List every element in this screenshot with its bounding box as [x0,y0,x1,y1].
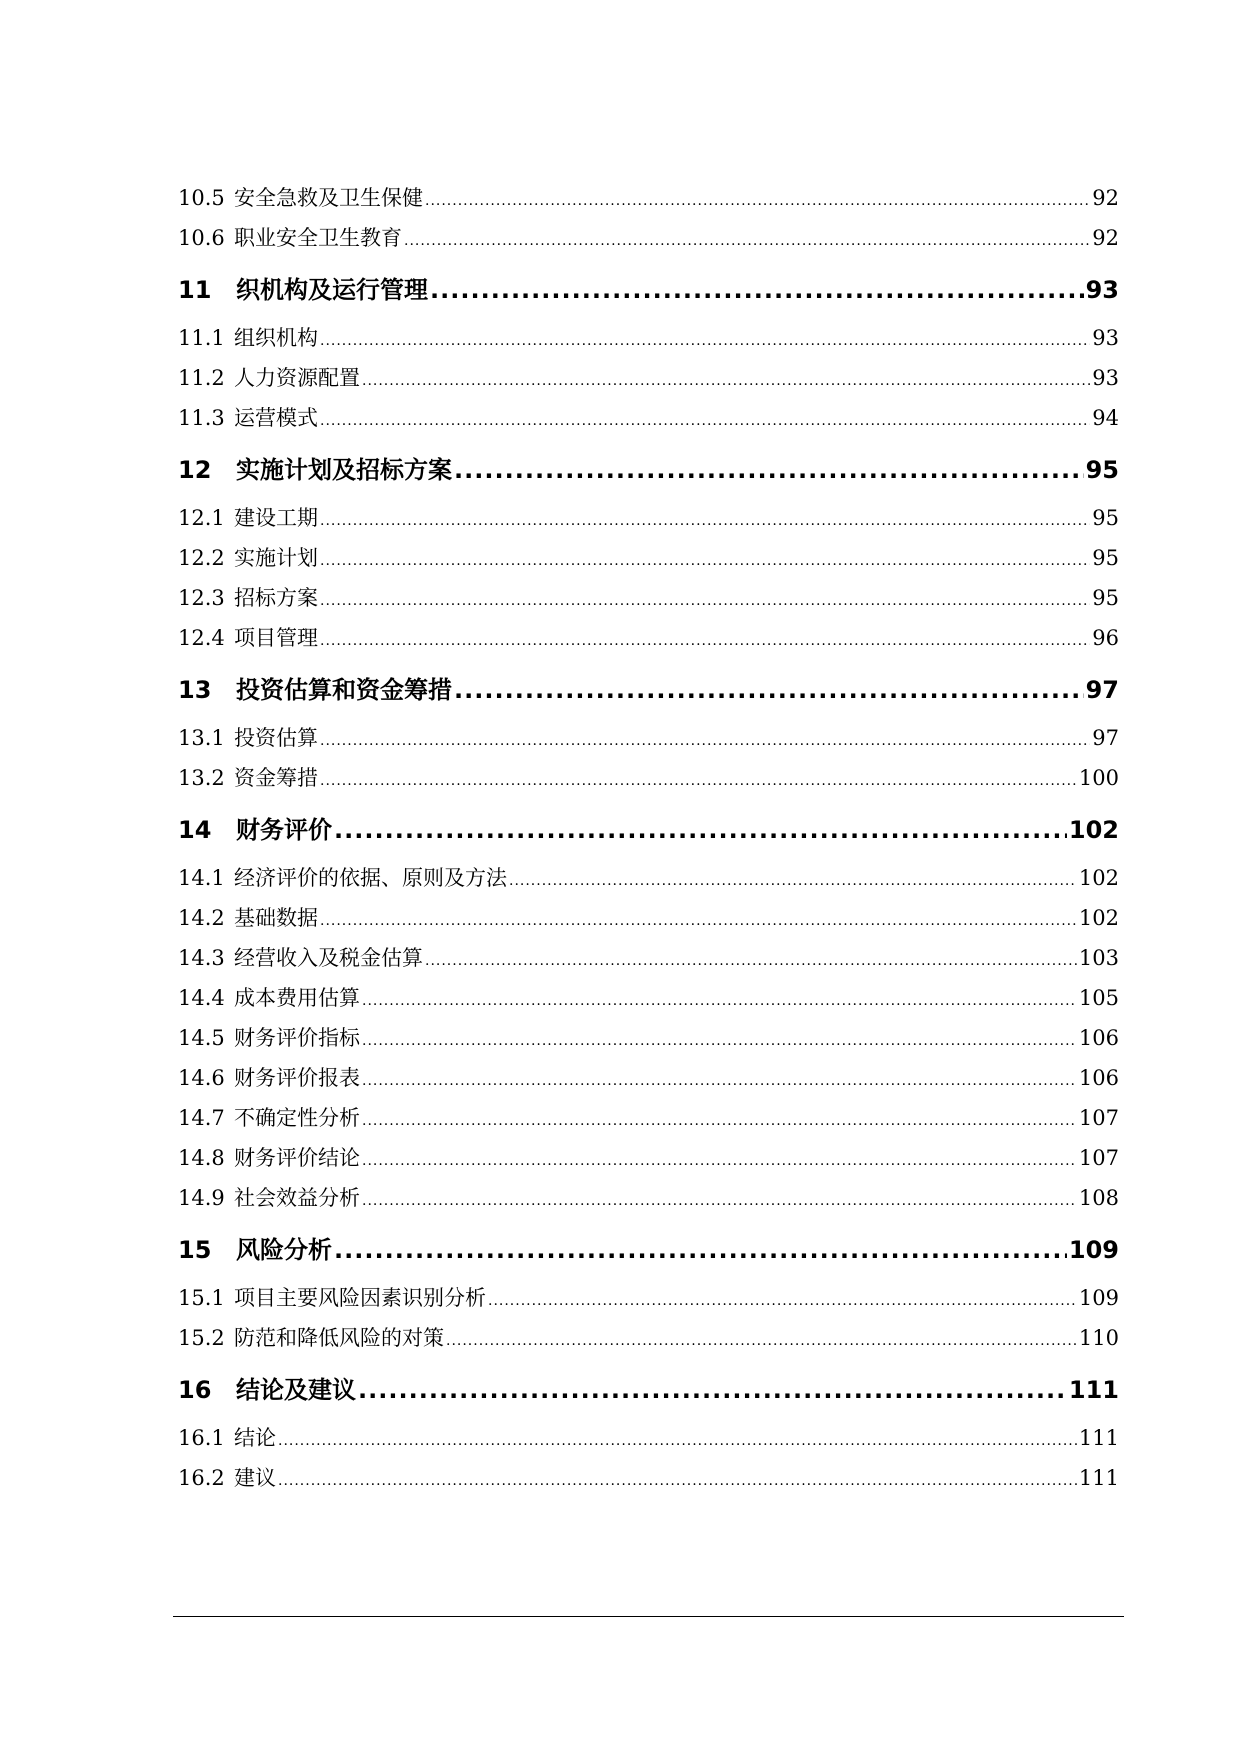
dot-leader [320,413,1090,429]
toc-title: 职业安全卫生教育 [234,226,402,250]
table-of-contents [178,182,1119,1502]
toc-chapter-16[interactable] [178,1370,1119,1410]
dot-leader [362,1193,1077,1209]
toc-number: 14.3 [178,946,225,970]
toc-page-number: 93 [1092,366,1119,390]
toc-number: 14.2 [178,906,225,930]
dot-leader [425,193,1090,209]
toc-title: 防范和降低风险的对策 [234,1326,444,1350]
toc-number: 12.4 [178,626,225,650]
toc-page-number: 102 [1078,906,1119,930]
toc-entry-14-1[interactable] [178,862,1119,902]
toc-number: 14.4 [178,986,225,1010]
toc-page-number: 107 [1078,1106,1119,1130]
dot-leader [404,233,1090,249]
footer-rule [173,1616,1124,1617]
dot-leader [334,1236,1067,1264]
dot-leader [320,913,1077,929]
toc-number: 12.2 [178,546,225,570]
toc-chapter-number: 11 [178,276,212,304]
toc-entry-16-2[interactable] [178,1462,1119,1502]
toc-title: 安全急救及卫生保健 [234,186,423,210]
toc-entry-15-1[interactable] [178,1282,1119,1322]
toc-entry-13-2[interactable] [178,762,1119,802]
toc-entry-14-7[interactable] [178,1102,1119,1142]
toc-title: 组织机构 [234,326,318,350]
dot-leader [320,553,1090,569]
toc-title: 项目管理 [234,626,318,650]
toc-title: 财务评价指标 [234,1026,360,1050]
toc-number: 14.5 [178,1026,225,1050]
toc-page-number: 95 [1092,506,1119,530]
toc-entry-11-3[interactable] [178,402,1119,442]
toc-chapter-number: 16 [178,1376,212,1404]
toc-title: 建议 [234,1466,276,1490]
dot-leader [320,513,1090,529]
toc-title: 结论 [234,1426,276,1450]
toc-entry-14-6[interactable] [178,1062,1119,1102]
toc-entry-14-8[interactable] [178,1142,1119,1182]
toc-page-number: 95 [1092,546,1119,570]
dot-leader [320,593,1090,609]
toc-title: 成本费用估算 [234,986,360,1010]
toc-page-number: 106 [1078,1066,1119,1090]
toc-title: 项目主要风险因素识别分析 [234,1286,486,1310]
toc-chapter-13[interactable] [178,670,1119,710]
toc-number: 14.7 [178,1106,225,1130]
toc-page-number: 110 [1078,1326,1119,1350]
toc-chapter-15[interactable] [178,1230,1119,1270]
toc-chapter-title: 织机构及运行管理 [236,276,428,304]
toc-entry-12-3[interactable] [178,582,1119,622]
toc-page-number: 100 [1078,766,1119,790]
toc-entry-14-4[interactable] [178,982,1119,1022]
toc-page-number: 94 [1092,406,1119,430]
toc-page-number: 95 [1085,456,1119,484]
dot-leader [278,1433,1077,1449]
dot-leader [334,816,1067,844]
toc-number: 14.8 [178,1146,225,1170]
dot-leader [362,373,1090,389]
toc-page-number: 105 [1078,986,1119,1010]
dot-leader [454,456,1084,484]
toc-entry-15-2[interactable] [178,1322,1119,1362]
toc-number: 12.1 [178,506,225,530]
toc-number: 15.1 [178,1286,225,1310]
toc-number: 12.3 [178,586,225,610]
toc-page-number: 111 [1068,1376,1119,1404]
toc-page-number: 108 [1078,1186,1119,1210]
toc-entry-10-6[interactable] [178,222,1119,262]
toc-page-number: 97 [1085,676,1119,704]
toc-chapter-14[interactable] [178,810,1119,850]
toc-number: 14.6 [178,1066,225,1090]
dot-leader [362,1113,1077,1129]
toc-entry-14-5[interactable] [178,1022,1119,1062]
toc-entry-12-4[interactable] [178,622,1119,662]
toc-entry-12-2[interactable] [178,542,1119,582]
toc-title: 经济评价的依据、原则及方法 [234,866,507,890]
toc-chapter-title: 风险分析 [236,1236,332,1264]
toc-number: 10.6 [178,226,225,250]
toc-title: 招标方案 [234,586,318,610]
toc-page-number: 93 [1092,326,1119,350]
toc-number: 14.1 [178,866,225,890]
toc-chapter-number: 12 [178,456,212,484]
toc-page-number: 96 [1092,626,1119,650]
toc-title: 财务评价结论 [234,1146,360,1170]
toc-number: 10.5 [178,186,225,210]
toc-title: 运营模式 [234,406,318,430]
dot-leader [488,1293,1077,1309]
dot-leader [362,993,1077,1009]
dot-leader [362,1153,1077,1169]
toc-title: 基础数据 [234,906,318,930]
toc-page-number: 103 [1078,946,1119,970]
dot-leader [430,276,1084,304]
toc-page-number: 109 [1078,1286,1119,1310]
toc-page-number: 92 [1092,226,1119,250]
toc-title: 经营收入及税金估算 [234,946,423,970]
toc-number: 13.2 [178,766,225,790]
toc-page-number: 107 [1078,1146,1119,1170]
toc-entry-14-9[interactable] [178,1182,1119,1222]
toc-page-number: 109 [1068,1236,1119,1264]
toc-chapter-number: 15 [178,1236,212,1264]
toc-number: 14.9 [178,1186,225,1210]
toc-title: 实施计划 [234,546,318,570]
toc-entry-13-1[interactable] [178,722,1119,762]
toc-title: 人力资源配置 [234,366,360,390]
dot-leader [362,1073,1077,1089]
toc-page-number: 92 [1092,186,1119,210]
toc-entry-14-3[interactable] [178,942,1119,982]
toc-page-number: 111 [1078,1466,1119,1490]
dot-leader [320,633,1090,649]
dot-leader [509,873,1077,889]
toc-number: 15.2 [178,1326,225,1350]
toc-chapter-title: 财务评价 [236,816,332,844]
toc-chapter-number: 13 [178,676,212,704]
toc-entry-16-1[interactable] [178,1422,1119,1462]
dot-leader [320,333,1090,349]
toc-title: 资金筹措 [234,766,318,790]
dot-leader [362,1033,1077,1049]
toc-number: 13.1 [178,726,225,750]
toc-page-number: 97 [1092,726,1119,750]
dot-leader [320,733,1090,749]
toc-number: 11.3 [178,406,225,430]
toc-chapter-title: 投资估算和资金筹措 [236,676,452,704]
toc-title: 不确定性分析 [234,1106,360,1130]
toc-page-number: 106 [1078,1026,1119,1050]
toc-page-number: 95 [1092,586,1119,610]
dot-leader [278,1473,1077,1489]
toc-number: 16.2 [178,1466,225,1490]
toc-title: 建设工期 [234,506,318,530]
toc-entry-11-2[interactable] [178,362,1119,402]
dot-leader [446,1333,1077,1349]
toc-title: 投资估算 [234,726,318,750]
toc-entry-12-1[interactable] [178,502,1119,542]
toc-number: 11.2 [178,366,225,390]
toc-chapter-title: 结论及建议 [236,1376,356,1404]
dot-leader [320,773,1077,789]
dot-leader [454,676,1084,704]
toc-entry-11-1[interactable] [178,322,1119,362]
toc-chapter-12[interactable] [178,450,1119,490]
toc-entry-14-2[interactable] [178,902,1119,942]
toc-chapter-title: 实施计划及招标方案 [236,456,452,484]
toc-page-number: 102 [1078,866,1119,890]
toc-number: 16.1 [178,1426,225,1450]
toc-title: 社会效益分析 [234,1186,360,1210]
toc-page-number: 102 [1068,816,1119,844]
toc-chapter-11[interactable] [178,270,1119,310]
toc-number: 11.1 [178,326,225,350]
dot-leader [425,953,1077,969]
toc-title: 财务评价报表 [234,1066,360,1090]
dot-leader [358,1376,1067,1404]
toc-page-number: 111 [1078,1426,1119,1450]
toc-chapter-number: 14 [178,816,212,844]
toc-page-number: 93 [1085,276,1119,304]
toc-entry-10-5[interactable] [178,182,1119,222]
